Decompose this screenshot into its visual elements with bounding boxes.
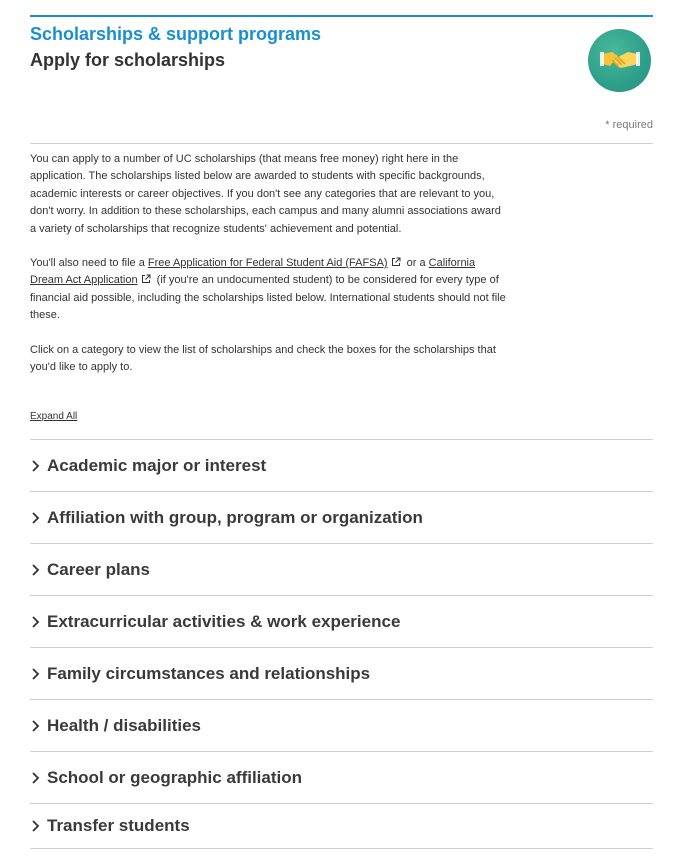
intro-paragraph-2 [30, 255, 510, 325]
category-academic-major[interactable] [30, 439, 653, 491]
intro-text [30, 151, 510, 393]
intro-paragraph-1: You can apply to a number of UC scholarships (that means free money) right here in the application. The scholarships listed below are awarded to students with specific backgrounds, academic interests or career objectives. If you don't see any categories that are relevant to you, don't worry. In addition to these scholarships, each campus and many alumni associations award a variety of scholarships that recognize students' achievement and potential. [30, 153, 501, 235]
handshake-icon [588, 29, 651, 92]
header-top-rule [30, 15, 653, 17]
expand-all-link[interactable]: Expand All [30, 411, 78, 422]
intro-p2-middle: or a [403, 257, 429, 270]
divider [30, 143, 653, 144]
category-label: Transfer students [47, 816, 190, 835]
intro-paragraph-3: Click on a category to view the list of scholarships and check the boxes for the scholarships that you'd like to apply to. [30, 343, 496, 374]
category-label: Career plans [47, 559, 150, 579]
chevron-right-icon [30, 718, 42, 734]
chevron-right-icon [30, 562, 42, 578]
category-label: Extracurricular activities & work experience [47, 611, 401, 631]
page-title: Apply for scholarships [30, 50, 226, 70]
category-label: School or geographic affiliation [47, 767, 303, 787]
required-note: * required [605, 119, 653, 131]
section-title: Scholarships & support programs [30, 24, 322, 44]
handshake-glyph [600, 46, 640, 76]
category-label: Family circumstances and relationships [47, 663, 371, 683]
category-career-plans[interactable] [30, 543, 653, 595]
category-accordion [30, 439, 653, 849]
intro-p2-before: You'll also need to file a [30, 257, 148, 270]
chevron-right-icon [30, 614, 42, 630]
category-school-geographic[interactable] [30, 751, 653, 803]
dream-act-link[interactable]: California Dream Act Application [30, 257, 476, 287]
intro-p2-after: (if you're an undocumented student) to be considered for every type of financial aid possible, including the scholarships listed below. International students should not file these. [30, 274, 506, 322]
external-link-icon [141, 274, 151, 284]
chevron-right-icon [30, 770, 42, 786]
chevron-right-icon [30, 510, 42, 526]
category-label: Academic major or interest [47, 455, 267, 475]
external-link-icon [391, 257, 401, 267]
category-label: Affiliation with group, program or organization [47, 507, 423, 527]
chevron-right-icon [30, 818, 42, 834]
category-family[interactable] [30, 647, 653, 699]
category-affiliation[interactable] [30, 491, 653, 543]
category-transfer[interactable] [30, 803, 653, 849]
chevron-right-icon [30, 458, 42, 474]
category-label: Health / disabilities [47, 715, 201, 735]
fafsa-link[interactable]: Free Application for Federal Student Aid (FAFSA) [147, 257, 388, 270]
category-health[interactable] [30, 699, 653, 751]
chevron-right-icon [30, 666, 42, 682]
category-extracurricular[interactable] [30, 595, 653, 647]
